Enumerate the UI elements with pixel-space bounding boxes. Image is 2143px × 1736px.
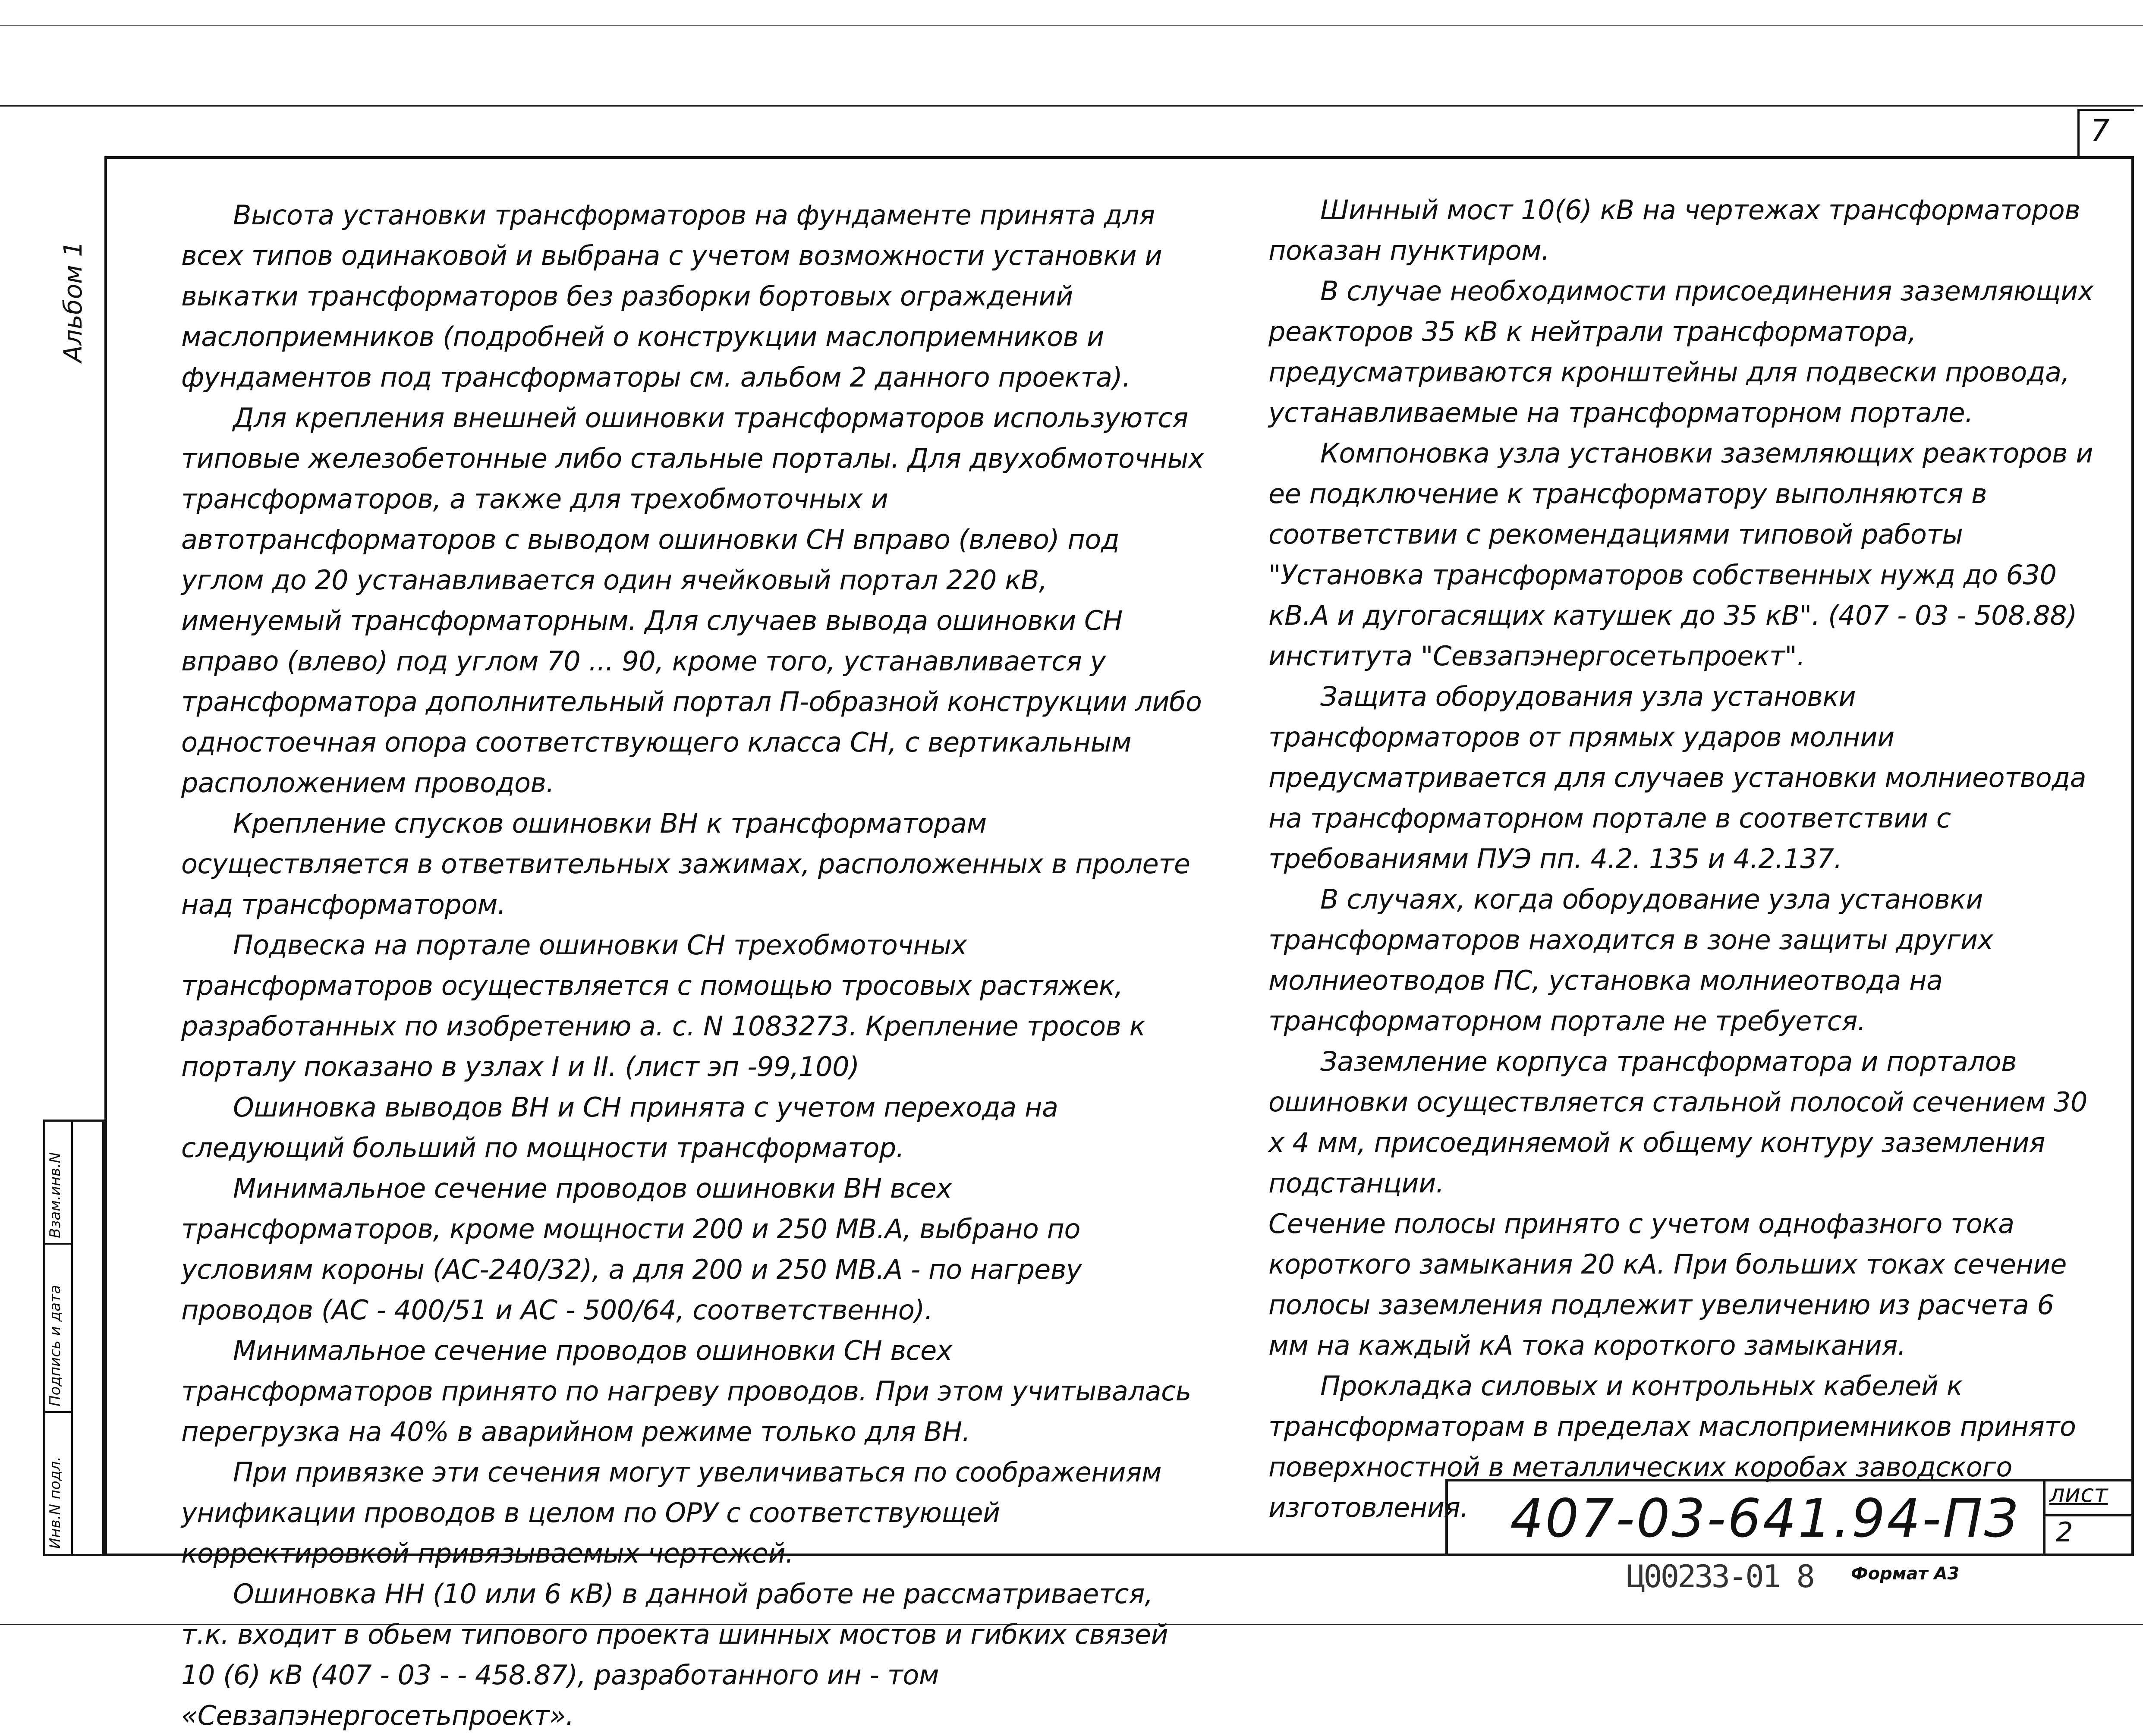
- paragraph: Для крепления внешней ошиновки трансформаторов используются типовые железобетонные либо стальные порталы. Для двухобмоточных трансформаторов, а также для трехобмоточных и автотрансформаторов с выводом ошиновки СН вправо (влево) под углом до 20 устанавливается один ячейковый портал 220 кВ, именуемый трансформаторным. Для случаев вывода ошиновки СН вправо (влево) под углом 70 ... 90, кроме того, устанавливается у трансформатора дополнительный портал П-образной конструкции либо одностоечная опора соответствующего класса СН, с вертикальным расположением проводов.: [181, 402, 1204, 799]
- sheet-number: 2: [2056, 1516, 2073, 1548]
- paragraph: В случае необходимости присоединения заземляющих реакторов 35 кВ к нейтрали трансформатора, предусматриваются кронштейны для подвески провода, устанавливаемые на трансформаторном портале.: [1268, 275, 2094, 428]
- paragraph: Компоновка узла установки заземляющих реакторов и ее подключение к трансформатору выполняются в соответствии с рекомендациями типовой работы "Установка трансформаторов собственных нужд до 630 кВ.А и дугогасящих катушек до 35 кВ". (407 - 03 - 508.88) института "Севзапэнергосетьпроект".: [1268, 437, 2093, 672]
- paragraph: Ошиновка НН (10 или 6 кВ) в данной работе не рассматривается, т.к. входит в обьем типового проекта шинных мостов и гибких связей 10 (6) кВ (407 - 03 - - 458.87), разработанного ин - том «Севзапэнергосетьпроект».: [181, 1578, 1168, 1731]
- paragraph: Сечение полосы принято с учетом однофазного тока короткого замыкания 20 кА. При больших токах сечение полосы заземления подлежит увеличению из расчета 6 мм на каждый кА тока короткого замыкания.: [1268, 1208, 2067, 1361]
- top-trim-line: [0, 105, 2143, 107]
- paragraph: Минимальное сечение проводов ошиновки СН всех трансформаторов принято по нагреву проводов. При этом учитывалась перегрузка на 40% в аварийном режиме только для ВН.: [181, 1335, 1191, 1447]
- archive-number: Ц00233-01 8: [1627, 1558, 1813, 1594]
- sheet-label: лист: [2049, 1480, 2108, 1508]
- paragraph: Защита оборудования узла установки трансформаторов от прямых ударов молнии предусматривается для случаев установки молниеотвода на трансформаторном портале в соответствии с требованиями ПУЭ пп. 4.2. 135 и 4.2.137.: [1268, 681, 2086, 874]
- format-label: Формат А3: [1851, 1564, 1960, 1584]
- stamp-divider: [71, 1122, 73, 1554]
- paragraph: В случаях, когда оборудование узла установки трансформаторов находится в зоне защиты других молниеотводов ПС, установка молниеотвода на трансформаторном портале не требуется.: [1268, 884, 1993, 1037]
- right-text-column: [1268, 190, 2097, 1528]
- left-text-column: [181, 195, 1208, 1736]
- paragraph: Подвеска на портале ошиновки СН трехобмоточных трансформаторов осуществляется с помощью тросовых растяжек, разработанных по изобретению а. с. N 1083273. Крепление тросов к порталу показано в узлах I и II. (лист эп -99,100): [181, 929, 1145, 1082]
- paragraph: Шинный мост 10(6) кВ на чертежах трансформаторов показан пунктиром.: [1268, 194, 2080, 266]
- paragraph: При привязке эти сечения могут увеличиваться по соображениям унификации проводов в целом по ОРУ с соответствующей корректировкой привязываемых чертежей.: [181, 1456, 1162, 1569]
- paragraph: Ошиновка выводов ВН и СН принята с учетом перехода на следующий больший по мощности трансформатор.: [181, 1091, 1058, 1164]
- album-label: Альбом 1: [58, 241, 88, 362]
- top-edge-line: [0, 25, 2143, 26]
- stamp-signature-date-label: Подпись и дата: [47, 1285, 64, 1406]
- paragraph: Прокладка силовых и контрольных кабелей к трансформаторам в пределах маслоприемников принято поверхностной в металлических коробах заводского изготовления.: [1268, 1370, 2076, 1523]
- stamp-replaced-inv-label: Взам.инв.N: [47, 1152, 64, 1238]
- document-code: 407-03-641.94-ПЗ: [1510, 1488, 2020, 1549]
- paragraph: Минимальное сечение проводов ошиновки ВН всех трансформаторов, кроме мощности 200 и 250 МВ.А, выбрано по условиям короны (АС-240/32), а для 200 и 250 МВ.А - по нагреву проводов (АС - 400/51 и АС - 500/64, соответственно).: [181, 1173, 1082, 1326]
- paragraph: Высота установки трансформаторов на фундаменте принята для всех типов одинаковой и выбрана с учетом возможности установки и выкатки трансформаторов без разборки бортовых ограждений маслоприемников (подробней о конструкции маслоприемников и фундаментов под трансформаторы см. альбом 2 данного проекта).: [181, 199, 1162, 393]
- stamp-inv-orig-label: Инв.N подл.: [47, 1456, 64, 1549]
- page-number: 7: [2090, 113, 2110, 148]
- paragraph: Крепление спусков ошиновки ВН к трансформаторам осуществляется в ответвительных зажимах, расположенных в пролете над трансформатором.: [181, 808, 1190, 920]
- paragraph: Заземление корпуса трансформатора и порталов ошиновки осуществляется стальной полосой сечением 30 х 4 мм, присоединяемой к общему контуру заземления подстанции.: [1268, 1046, 2087, 1199]
